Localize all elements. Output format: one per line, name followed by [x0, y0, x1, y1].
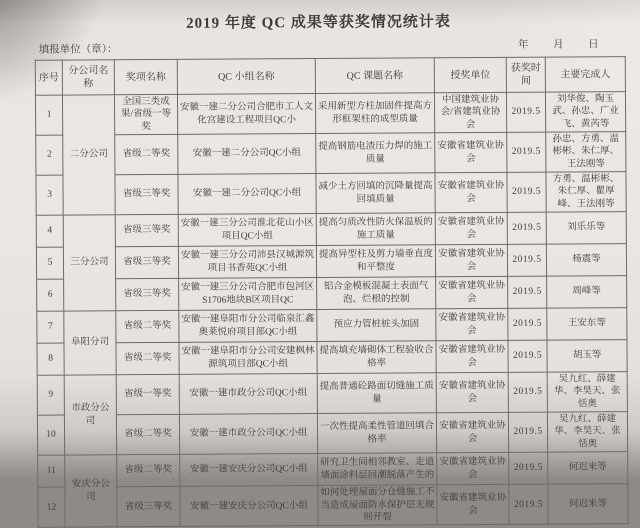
cell-people: 何迟来等: [548, 484, 628, 525]
cell-org: 安徽省建筑业协会: [437, 485, 509, 525]
cell-people: 杨震等: [546, 244, 626, 276]
col-header-time: 获奖时间: [506, 57, 545, 92]
cell-no: 7: [37, 311, 64, 343]
cell-people: 孙忠、方勇、温彬彬、朱仁厚、王法刚等: [546, 132, 626, 173]
cell-award: 省级二等奖: [115, 134, 178, 174]
cell-award: 省级三等奖: [115, 246, 178, 278]
col-header-no: 序号: [35, 60, 62, 95]
cell-no: 8: [37, 343, 64, 375]
table-row: [37, 340, 627, 376]
cell-topic: 减少土方回填的沉降量提高回填质量: [316, 173, 435, 214]
cell-topic: 提高填充墙砌体工程验收合格率: [317, 341, 436, 374]
cell-org: 安徽省建筑业协会: [436, 412, 508, 452]
cell-no: 6: [37, 279, 64, 311]
cell-team: 安徽一建阜阳市分公司安建枫林源筑项目部QC小组: [179, 342, 317, 375]
table-row: [35, 92, 625, 136]
filling-unit-label: 填报单位（章）：: [38, 44, 118, 56]
cell-time: 2019.5: [507, 172, 546, 212]
cell-people: 刘乐乐等: [546, 212, 626, 244]
cell-org: 安徽省建筑业协会: [435, 132, 507, 172]
cell-org: 安徽省建筑业协会: [435, 172, 507, 212]
cell-branch: 二分公司: [62, 95, 115, 215]
form-meta: [39, 36, 601, 57]
cell-people: 方勇、温彬彬、朱仁厚、瞿厚峰、王法刚等: [546, 172, 626, 213]
cell-team: 安徽一建二分公司QC小组: [178, 174, 316, 215]
cell-people: 周峰等: [547, 276, 627, 308]
cell-no: 4: [36, 215, 63, 247]
cell-people: 吴九红、薛建华、李昊天、张恬奥: [547, 412, 627, 453]
cell-award: 省级三等奖: [115, 174, 178, 214]
table-row: [37, 308, 627, 344]
cell-topic: 如何处理屋面分仓缝施工不当造成屋面防水保护层无规则开裂: [318, 485, 437, 526]
cell-topic: 提高钢筋电渣压力焊的施工质量: [316, 133, 435, 174]
cell-time: 2019.5: [508, 276, 547, 308]
cell-time: 2019.5: [508, 372, 547, 412]
cell-topic: 提高匀质改性防火保温板的施工质量: [316, 213, 435, 246]
awards-table: [35, 56, 629, 528]
table-row: [37, 412, 627, 456]
cell-no: 9: [37, 375, 64, 415]
cell-award: 省级三等奖: [116, 278, 179, 310]
cell-team: 安徽一建安庆分公司QC小组: [180, 486, 318, 527]
cell-branch: 市政分公司: [64, 375, 116, 455]
cell-team: 安徽一建二分公司QC小组: [178, 134, 316, 175]
cell-no: 3: [36, 175, 63, 215]
table-row: [36, 132, 626, 176]
col-header-branch: 分公司名称: [62, 60, 114, 95]
cell-time: 2019.5: [508, 412, 547, 452]
cell-people: 胡玉等: [547, 340, 627, 372]
cell-time: 2019.5: [507, 212, 546, 244]
cell-team: 安徽一建三分公司合肥市包河区S1706地块B区项目QC: [179, 278, 317, 311]
cell-time: 2019.5: [508, 340, 547, 372]
table-row: [38, 484, 628, 528]
table-row: [37, 276, 627, 312]
cell-org: 安徽省建筑业协会: [435, 244, 507, 276]
page-title: 2019 年度 QC 成果等获奖情况统计表: [186, 14, 451, 32]
cell-topic: 一次性提高柔性管道回填合格率: [317, 413, 436, 454]
col-header-team: QC 小组名称: [177, 59, 315, 95]
cell-org: 安徽省建筑业协会: [436, 276, 508, 308]
cell-people: 何迟来等: [548, 452, 628, 484]
cell-topic: 提高异型柱及剪力墙垂直度和平整度: [316, 245, 435, 278]
cell-team: 安徽一建阜阳市分公司临泉汇鑫奥莱悦府项目部QC小组: [179, 310, 317, 343]
cell-team: 安徽一建安庆分公司QC小组: [180, 454, 318, 487]
col-header-people: 主要完成人: [545, 57, 625, 92]
cell-no: 2: [36, 135, 63, 175]
date-month-label: 月: [553, 39, 564, 51]
cell-award: 全国三类成果/省级一等奖: [114, 94, 177, 134]
col-header-org: 授奖单位: [434, 57, 506, 92]
table-row: [36, 244, 626, 280]
cell-time: 2019.5: [507, 244, 546, 276]
cell-team: 安徽一建三分公司淮北花山小区项目QC小组: [178, 214, 316, 247]
date-line: [496, 36, 599, 52]
cell-people: 刘华俊、陶玉武、孙忠、广业飞、黄芮等: [545, 92, 625, 133]
cell-people: 王安东等: [547, 308, 627, 340]
cell-topic: 提高普通砼路面切缝施工质量: [317, 373, 436, 414]
cell-no: 5: [36, 247, 63, 279]
cell-team: 安徽一建三分公司沛县汉城源筑项目书香苑QC小组: [178, 246, 316, 279]
cell-org: 中国建筑业协会/省建筑业协会: [434, 92, 506, 132]
table-row: [36, 212, 626, 248]
cell-org: 安徽省建筑业协会: [435, 212, 507, 244]
table-row: [37, 372, 627, 416]
cell-org: 安徽省建筑业协会: [436, 372, 508, 412]
cell-award: 省级三等奖: [117, 487, 180, 527]
cell-people: 吴九红、薛建华、李昊天、张恬奥: [547, 372, 627, 413]
cell-award: 省级一等奖: [116, 374, 179, 414]
cell-branch: 三分公司: [63, 215, 116, 311]
cell-branch: 阜阳分司: [64, 311, 116, 375]
cell-time: 2019.5: [509, 452, 548, 484]
cell-time: 2019.5: [508, 308, 547, 340]
col-header-topic: QC 课题名称: [315, 58, 434, 94]
date-year-label: 年: [517, 39, 529, 51]
cell-award: 省级二等奖: [116, 342, 179, 374]
cell-team: 安徽一建市政分公司QC小组: [179, 414, 317, 455]
cell-topic: 预应力管桩桩头加固: [317, 309, 436, 342]
cell-no: 10: [37, 415, 64, 455]
cell-topic: 采用新型方柱加固件提高方形框架柱的成型质量: [315, 93, 434, 134]
cell-topic: 铝合金模板混凝土表面气泡、烂根的控制: [317, 277, 436, 310]
table-row: [36, 172, 626, 216]
cell-award: 省级二等奖: [116, 414, 179, 454]
cell-award: 省级二等奖: [116, 310, 179, 342]
cell-org: 安徽省建筑业协会: [436, 308, 508, 340]
cell-award: 省级二等奖: [117, 455, 180, 487]
cell-topic: 研究卫生间相邻教室、走道墙面涂料层回潮脱落产生的: [318, 453, 437, 486]
cell-branch: 安庆分公司: [65, 455, 117, 527]
cell-no: 12: [38, 487, 65, 527]
date-day-label: 日: [588, 39, 599, 51]
cell-org: 安徽省建筑业协会: [436, 340, 508, 372]
cell-no: 1: [35, 95, 62, 135]
table-row: [38, 452, 628, 488]
cell-team: 安徽一建市政分公司QC小组: [179, 374, 317, 415]
cell-time: 2019.5: [509, 484, 548, 524]
cell-org: 安徽省建筑业协会: [437, 453, 509, 485]
table-header-row: [35, 57, 625, 96]
cell-time: 2019.5: [507, 132, 546, 172]
cell-team: 安徽一建二分公司合肥市工人文化宫建设工程项目QC小: [177, 94, 315, 135]
cell-time: 2019.5: [506, 92, 545, 132]
cell-award: 省级三等奖: [115, 214, 178, 246]
col-header-award: 奖项名称: [114, 59, 177, 94]
cell-no: 11: [38, 455, 65, 487]
